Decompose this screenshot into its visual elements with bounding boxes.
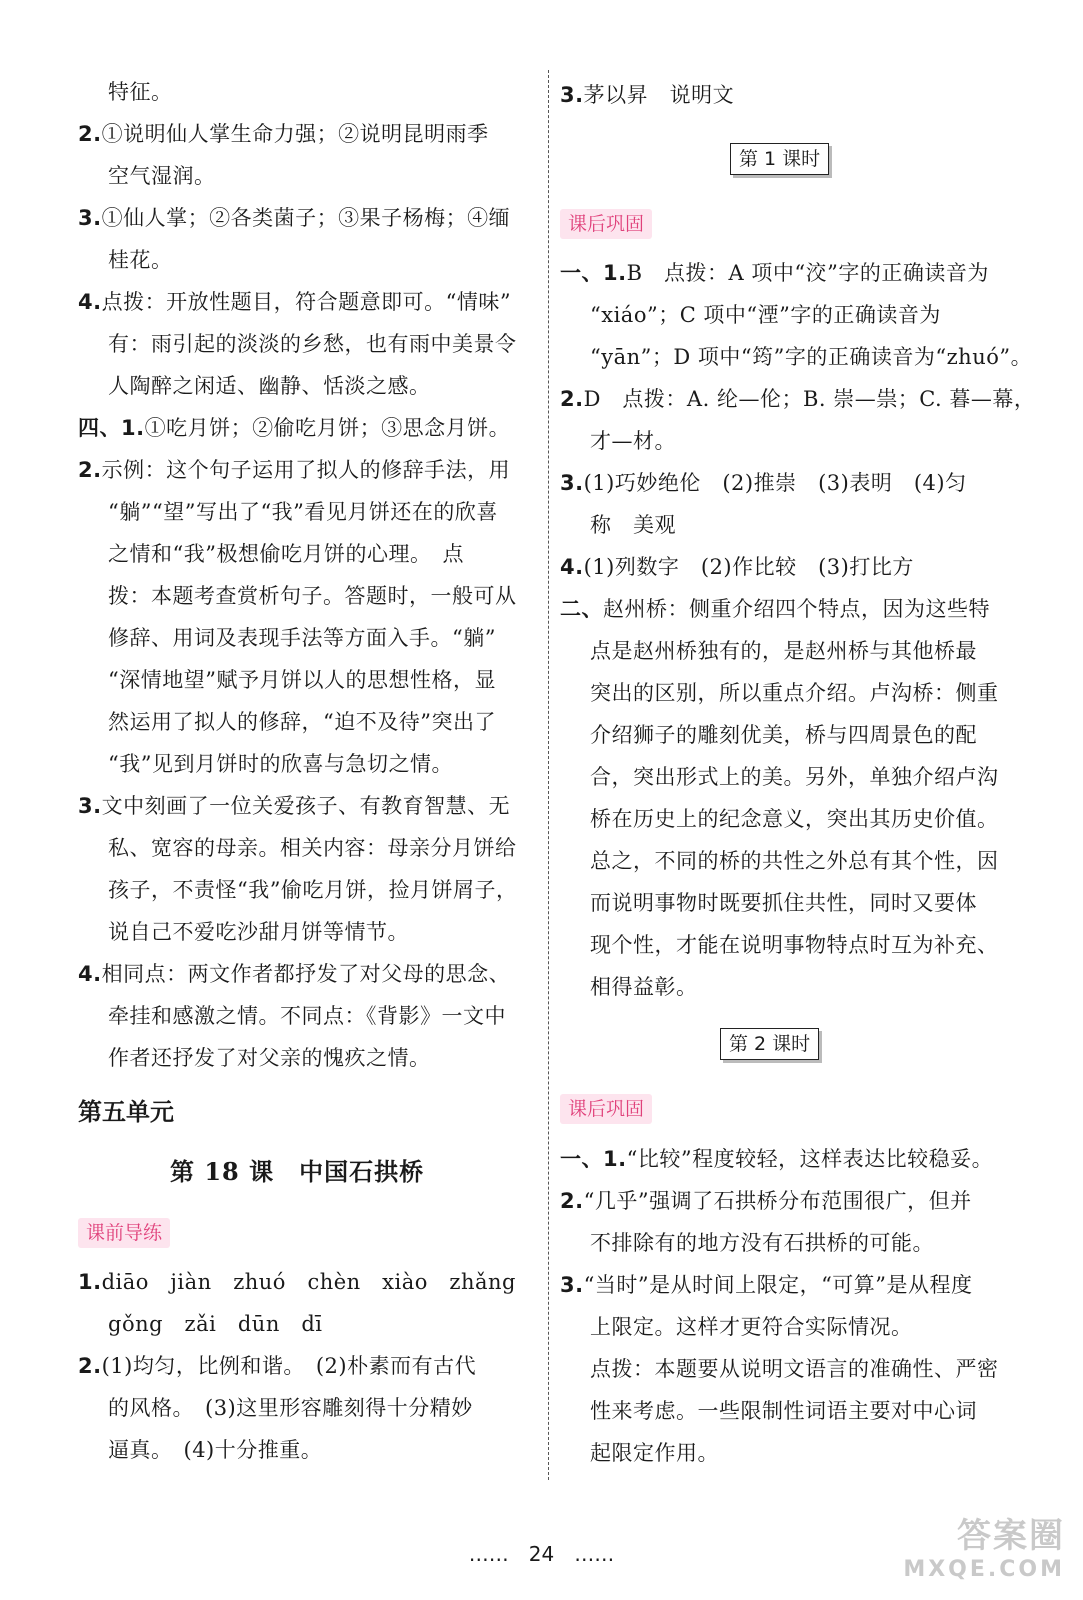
line-text: “xiáo”；C 项中“湮”字的正确读音为 (590, 303, 941, 327)
line-text: 点拨：本题要从说明文语言的准确性、严密 (590, 1357, 999, 1381)
answer-line (108, 665, 496, 695)
page-number: …… 24 …… (468, 1542, 615, 1566)
answer-line (560, 80, 734, 110)
watermark-bottom: MXQE.COM (903, 1557, 1065, 1582)
answer-line (560, 552, 914, 582)
answer-line (108, 833, 517, 863)
unit-title: 第五单元 (78, 1098, 174, 1126)
lesson-period-1: 第 1 课时 (730, 143, 829, 175)
item-number: 2. (78, 458, 102, 482)
answer-line (560, 258, 989, 288)
answer-line (78, 1267, 516, 1297)
answer-line (78, 959, 510, 989)
tag-after-class-1: 课后巩固 (560, 209, 652, 239)
item-number: 一、1. (560, 1147, 627, 1171)
line-text: 作者还抒发了对父亲的愧疚之情。 (108, 1046, 431, 1070)
answer-line (108, 1309, 323, 1339)
line-text: 文中刻画了一位关爱孩子、有教育智慧、无 (101, 794, 511, 818)
line-text: 私、宽容的母亲。相关内容：母亲分月饼给 (108, 836, 517, 860)
line-text: 上限定。这样才更符合实际情况。 (590, 1315, 913, 1339)
answer-line (560, 384, 1035, 414)
answer-line (78, 203, 510, 233)
answer-line (590, 636, 977, 666)
line-text: 介绍狮子的雕刻优美，桥与四周景色的配 (590, 723, 977, 747)
answer-line (590, 720, 977, 750)
line-text: D 点拨：A. 纶—伦；B. 崇—祟；C. 暮—幕， (583, 387, 1036, 411)
answer-line (560, 468, 967, 498)
line-text: “我”见到月饼时的欣喜与急切之情。 (108, 752, 453, 776)
answer-line (590, 846, 999, 876)
answer-line (590, 1228, 934, 1258)
answer-line (108, 917, 409, 947)
line-text: 点拨：开放性题目，符合题意即可。“情味” (101, 290, 512, 314)
item-number: 四、1. (78, 416, 145, 440)
answer-line (108, 749, 453, 779)
line-text: 空气湿润。 (108, 164, 216, 188)
answer-line (590, 1312, 913, 1342)
answer-line (108, 539, 464, 569)
line-text: 孩子，不责怪“我”偷吃月饼，捡月饼屑子， (108, 878, 518, 902)
line-text: 特征。 (108, 80, 173, 104)
line-text: “当时”是从时间上限定，“可算”是从程度 (583, 1273, 973, 1297)
item-number: 2. (560, 387, 584, 411)
line-text: 修辞、用词及表现手法等方面入手。“躺” (108, 626, 496, 650)
answer-line (108, 1393, 473, 1423)
line-text: diāo jiàn zhuó chèn xiào zhǎng (101, 1270, 516, 1294)
lesson-period-2: 第 2 课时 (720, 1028, 819, 1060)
answer-line (108, 1435, 322, 1465)
line-text: 总之，不同的桥的共性之外总有其个性，因 (590, 849, 999, 873)
item-number: 4. (78, 290, 102, 314)
line-text: “yān”；D 项中“筠”字的正确读音为“zhuó”。 (590, 345, 1033, 369)
watermark-logo (903, 1508, 1065, 1582)
item-number: 一、1. (560, 261, 627, 285)
line-text: 然运用了拟人的修辞，“迫不及待”突出了 (108, 710, 496, 734)
lesson-title: 第 18 课 中国石拱桥 (170, 1157, 425, 1186)
answer-line (560, 1144, 993, 1174)
item-number: 1. (78, 1270, 102, 1294)
line-text: “几乎”强调了石拱桥分布范围很广，但并 (583, 1189, 972, 1213)
line-text: gǒng zǎi dūn dī (108, 1312, 323, 1336)
answer-line (590, 678, 999, 708)
line-text: 桂花。 (108, 248, 173, 272)
answer-line (560, 594, 990, 624)
line-text: 现个性，才能在说明事物特点时互为补充、 (590, 933, 999, 957)
line-text: 性来考虑。一些限制性词语主要对中心词 (590, 1399, 977, 1423)
answer-line (560, 1270, 973, 1300)
line-text: “深情地望”赋予月饼以人的思想性格，显 (108, 668, 496, 692)
answer-line (590, 426, 676, 456)
line-text: (1)均匀，比例和谐。 (2)朴素而有古代 (101, 1354, 477, 1378)
answer-line (590, 510, 676, 540)
line-text: ①吃月饼；②偷吃月饼；③思念月饼。 (144, 416, 511, 440)
line-text: 突出的区别，所以重点介绍。卢沟桥：侧重 (590, 681, 999, 705)
line-text: (1)巧妙绝伦 (2)推崇 (3)表明 (4)匀 (583, 471, 967, 495)
line-text: 相同点：两文作者都抒发了对父母的思念、 (101, 962, 511, 986)
answer-line (108, 581, 517, 611)
answer-line (108, 77, 173, 107)
answer-line (590, 342, 1032, 372)
answer-line (108, 707, 496, 737)
item-number: 2. (78, 122, 102, 146)
answer-line (590, 930, 999, 960)
line-text: 茅以昇 说明文 (583, 83, 735, 107)
line-text: 才—材。 (590, 429, 676, 453)
column-divider (548, 70, 549, 1480)
tag-after-class-2: 课后巩固 (560, 1094, 652, 1124)
line-text: (1)列数字 (2)作比较 (3)打比方 (583, 555, 914, 579)
line-text: 称 美观 (590, 513, 676, 537)
line-text: B 点拨：A 项中“洨”字的正确读音为 (626, 261, 989, 285)
answer-line (108, 161, 216, 191)
line-text: 说自己不爱吃沙甜月饼等情节。 (108, 920, 409, 944)
answer-line (560, 1186, 972, 1216)
line-text: 赵州桥：侧重介绍四个特点，因为这些特 (603, 597, 990, 621)
answer-line (590, 1438, 719, 1468)
item-number: 4. (560, 555, 584, 579)
line-text: “躺”“望”写出了“我”看见月饼还在的欣喜 (108, 500, 498, 524)
item-number: 4. (78, 962, 102, 986)
answer-line (590, 1354, 999, 1384)
line-text: 不排除有的地方没有石拱桥的可能。 (590, 1231, 934, 1255)
item-number: 3. (560, 471, 584, 495)
line-text: 合，突出形式上的美。另外，单独介绍卢沟 (590, 765, 999, 789)
item-number: 2. (78, 1354, 102, 1378)
line-text: 人陶醉之闲适、幽静、恬淡之感。 (108, 374, 431, 398)
line-text: 示例：这个句子运用了拟人的修辞手法，用 (101, 458, 511, 482)
line-text: 之情和“我”极想偷吃月饼的心理。 点 (108, 542, 464, 566)
answer-line (78, 1351, 476, 1381)
line-text: 逼真。 (4)十分推重。 (108, 1438, 323, 1462)
answer-line (590, 300, 941, 330)
answer-line (108, 371, 431, 401)
tag-pre-class: 课前导练 (78, 1218, 170, 1248)
line-text: 牵挂和感激之情。不同点：《背影》一文中 (108, 1004, 506, 1028)
line-text: ①仙人掌；②各类菌子；③果子杨梅；④缅 (101, 206, 511, 230)
line-text: 桥在历史上的纪念意义，突出其历史价值。 (590, 807, 999, 831)
line-text: 点是赵州桥独有的，是赵州桥与其他桥最 (590, 639, 977, 663)
line-text: “比较”程度较轻，这样表达比较稳妥。 (626, 1147, 994, 1171)
answer-line (78, 791, 510, 821)
answer-line (108, 875, 517, 905)
answer-line (78, 119, 489, 149)
item-number: 2. (560, 1189, 584, 1213)
answer-line (108, 245, 173, 275)
answer-line (78, 455, 510, 485)
answer-line (108, 1001, 506, 1031)
line-text: 相得益彰。 (590, 975, 698, 999)
watermark-top: 答案圈 (957, 1516, 1065, 1556)
line-text: 起限定作用。 (590, 1441, 719, 1465)
answer-line (78, 413, 510, 443)
answer-line (590, 888, 977, 918)
item-number: 二、 (560, 597, 603, 621)
item-number: 3. (78, 794, 102, 818)
line-text: 拨：本题考查赏析句子。答题时，一般可从 (108, 584, 517, 608)
answer-line (108, 1043, 431, 1073)
item-number: 3. (560, 83, 584, 107)
answer-line (108, 329, 517, 359)
answer-line (108, 623, 496, 653)
answer-line (78, 287, 511, 317)
line-text: ①说明仙人掌生命力强；②说明昆明雨季 (101, 122, 489, 146)
answer-line (590, 972, 698, 1002)
answer-line (108, 497, 498, 527)
answer-line (590, 804, 999, 834)
line-text: 有：雨引起的淡淡的乡愁，也有雨中美景令 (108, 332, 517, 356)
item-number: 3. (78, 206, 102, 230)
item-number: 3. (560, 1273, 584, 1297)
line-text: 而说明事物时既要抓住共性，同时又要体 (590, 891, 977, 915)
answer-line (590, 1396, 977, 1426)
answer-line (590, 762, 999, 792)
line-text: 的风格。 (3)这里形容雕刻得十分精妙 (108, 1396, 473, 1420)
